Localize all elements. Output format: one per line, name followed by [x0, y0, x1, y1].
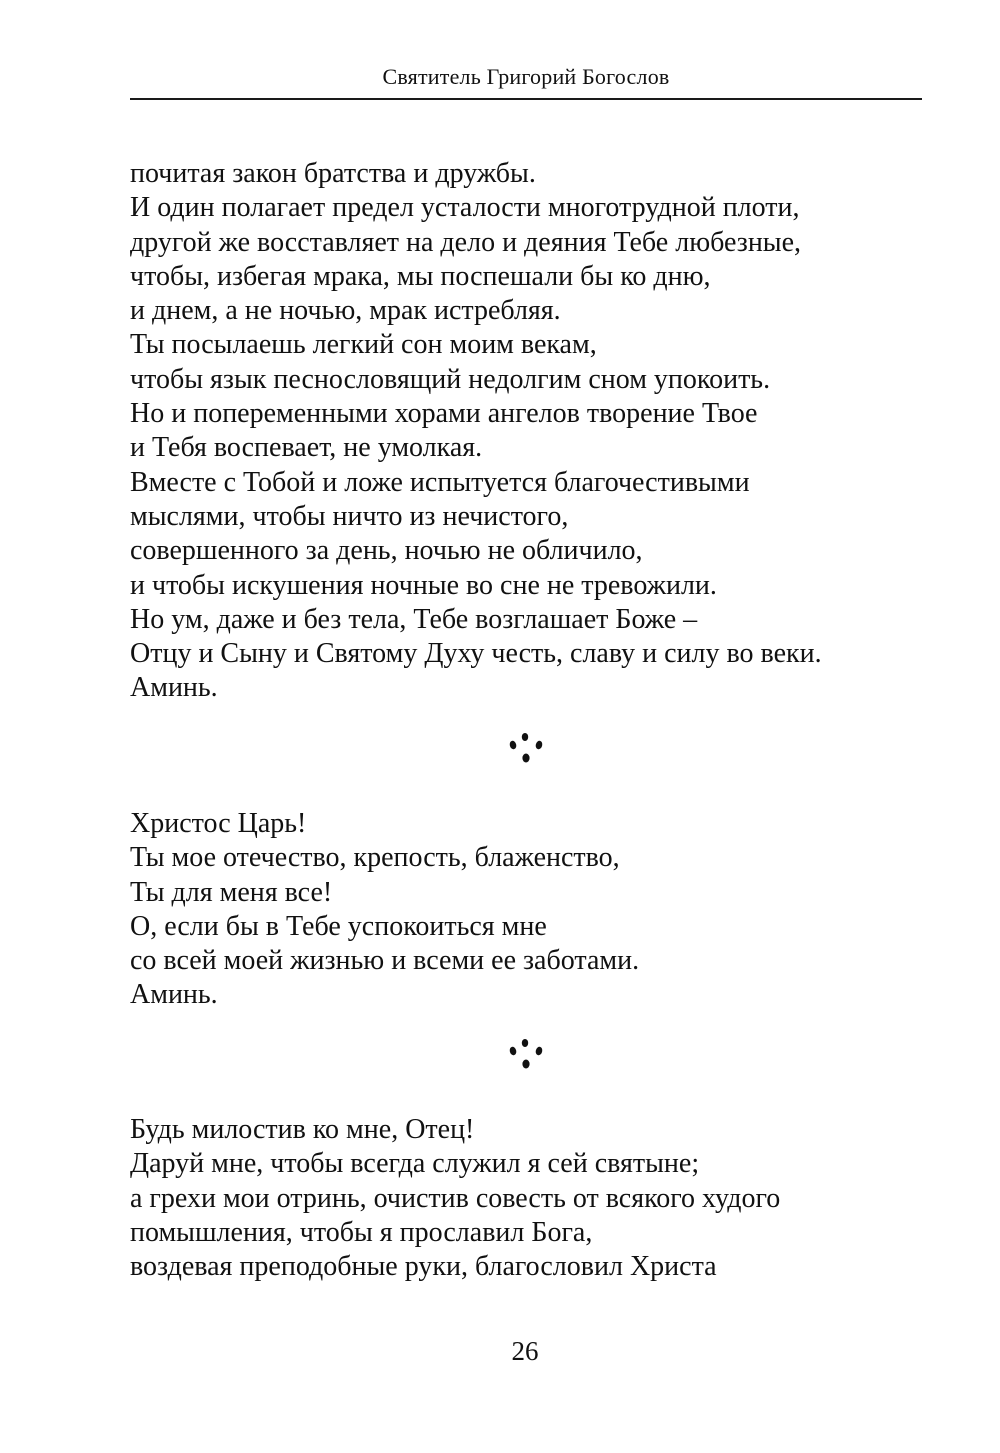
four-dot-fleuron-icon [497, 1035, 557, 1075]
verse-line: почитая закон братства и дружбы. [130, 158, 536, 189]
verse-line: О, если бы в Тебе успокоиться мне [130, 910, 547, 942]
stanza-1 [130, 157, 930, 706]
verse-line: помышления, чтобы я прославил Бога, [130, 1216, 593, 1248]
verse-line: и днем, а не ночью, мрак истребляя. [130, 295, 561, 327]
verse-line: Ты посылаешь легкий сон моим векам, [130, 329, 597, 361]
verse-line: Даруй мне, чтобы всегда служил я сей святыне; [130, 1148, 700, 1180]
stanza-2 [130, 807, 930, 1013]
verse-line: совершенного за день, ночью не обличило, [130, 535, 643, 567]
verse-line: чтобы язык песнословящий недолгим сном упокоить. [130, 363, 771, 395]
four-dot-fleuron-icon [497, 729, 557, 769]
verse-line: и чтобы искушения ночные во сне не тревожили. [130, 569, 717, 601]
verse-line: Аминь. [130, 979, 218, 1011]
page-number: 26 [511, 1336, 539, 1366]
running-head [130, 62, 922, 100]
verse-line: Отцу и Сыну и Святому Духу честь, славу и силу во веки. [130, 638, 822, 670]
verse-line: со всей моей жизнью и всеми ее заботами. [130, 945, 640, 977]
verse-line: другой же восставляет на дело и деяния Тебе любезные, [130, 226, 802, 258]
stanza-3 [130, 1113, 930, 1284]
running-head-title: Святитель Григорий Богослов [382, 64, 670, 89]
verse-line: Но ум, даже и без тела, Тебе возглашает Боже – [130, 603, 698, 635]
verse-line: воздевая преподобные руки, благословил Христа [130, 1251, 717, 1283]
verse-line: Будь милостив ко мне, Отец! [130, 1114, 475, 1145]
verse-line: чтобы, избегая мрака, мы поспешали бы ко дню, [130, 260, 711, 292]
verse-line: И один полагает предел усталости многотрудной плоти, [130, 192, 800, 224]
verse-line: мыслями, чтобы ничто из нечистого, [130, 500, 569, 532]
verse-line: и Тебя воспевает, не умолкая. [130, 432, 483, 464]
verse-line: а грехи мои отринь, очистив совесть от всякого худого [130, 1182, 781, 1214]
verse-line: Но и попеременными хорами ангелов творение Твое [130, 398, 758, 430]
verse-line: Вместе с Тобой и ложе испытуется благочестивыми [130, 466, 750, 498]
verse-line: Ты для меня все! [130, 876, 333, 908]
verse-line: Христос Царь! [130, 808, 307, 839]
verse-line: Аминь. [130, 672, 218, 704]
verse-line: Ты мое отечество, крепость, блаженство, [130, 842, 620, 874]
